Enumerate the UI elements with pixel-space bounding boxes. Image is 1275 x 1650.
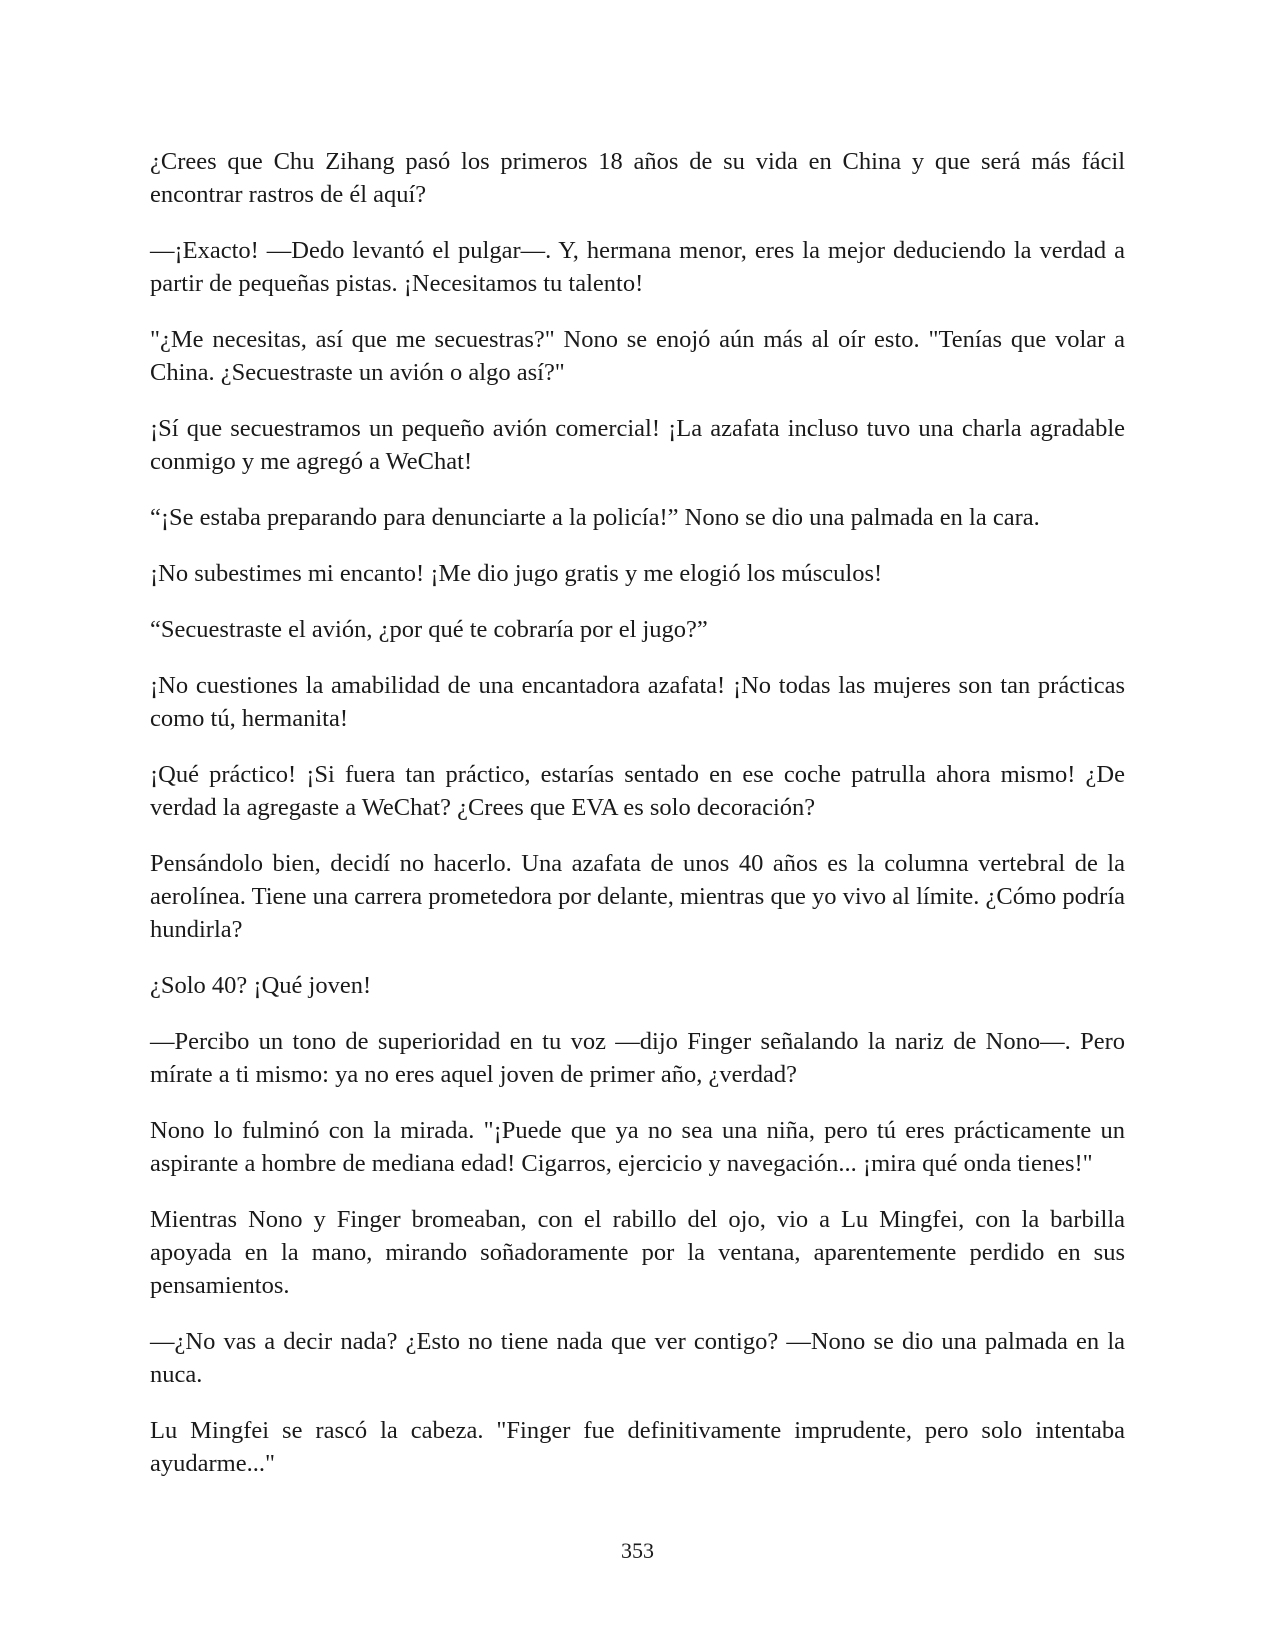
paragraph: ¿Crees que Chu Zihang pasó los primeros 18 años de su vida en China y que será más fácil encontrar rastros de él aquí? xyxy=(150,148,1125,208)
paragraph: ¡Sí que secuestramos un pequeño avión comercial! ¡La azafata incluso tuvo una charla agradable conmigo y me agregó a WeChat! xyxy=(150,415,1125,475)
paragraph: —¡Exacto! —Dedo levantó el pulgar—. Y, hermana menor, eres la mejor deduciendo la verdad a partir de pequeñas pistas. ¡Necesitamos tu talento! xyxy=(150,237,1125,297)
paragraph: “Secuestraste el avión, ¿por qué te cobraría por el jugo?” xyxy=(150,616,708,643)
paragraph: ¡No cuestiones la amabilidad de una encantadora azafata! ¡No todas las mujeres son tan prácticas como tú, hermanita! xyxy=(150,672,1125,732)
paragraph: ¿Solo 40? ¡Qué joven! xyxy=(150,972,372,999)
paragraph: Nono lo fulminó con la mirada. "¡Puede que ya no sea una niña, pero tú eres prácticamente un aspirante a hombre de mediana edad! Cigarros, ejercicio y navegación... ¡mira qué onda tienes!" xyxy=(150,1117,1125,1177)
paragraph: ¡Qué práctico! ¡Si fuera tan práctico, estarías sentado en ese coche patrulla ahora mismo! ¿De verdad la agregaste a WeChat? ¿Crees que EVA es solo decoración? xyxy=(150,761,1125,821)
paragraph: “¡Se estaba preparando para denunciarte a la policía!” Nono se dio una palmada en la cara. xyxy=(150,504,1040,531)
paragraph: Pensándolo bien, decidí no hacerlo. Una azafata de unos 40 años es la columna vertebral de la aerolínea. Tiene una carrera prometedora por delante, mientras que yo vivo al límite. ¿Cómo podría hundirla? xyxy=(150,850,1125,943)
page-body-text xyxy=(150,145,1125,1503)
page-number: 353 xyxy=(621,1538,654,1563)
paragraph: ¡No subestimes mi encanto! ¡Me dio jugo gratis y me elogió los músculos! xyxy=(150,560,883,587)
paragraph: Mientras Nono y Finger bromeaban, con el rabillo del ojo, vio a Lu Mingfei, con la barbilla apoyada en la mano, mirando soñadoramente por la ventana, aparentemente perdido en sus pensamientos. xyxy=(150,1206,1125,1299)
paragraph: Lu Mingfei se rascó la cabeza. "Finger fue definitivamente imprudente, pero solo intentaba ayudarme..." xyxy=(150,1417,1125,1477)
paragraph: "¿Me necesitas, así que me secuestras?" Nono se enojó aún más al oír esto. "Tenías que volar a China. ¿Secuestraste un avión o algo así?" xyxy=(150,326,1125,386)
paragraph: —Percibo un tono de superioridad en tu voz —dijo Finger señalando la nariz de Nono—. Pero mírate a ti mismo: ya no eres aquel joven de primer año, ¿verdad? xyxy=(150,1028,1125,1088)
paragraph: —¿No vas a decir nada? ¿Esto no tiene nada que ver contigo? —Nono se dio una palmada en la nuca. xyxy=(150,1328,1125,1388)
